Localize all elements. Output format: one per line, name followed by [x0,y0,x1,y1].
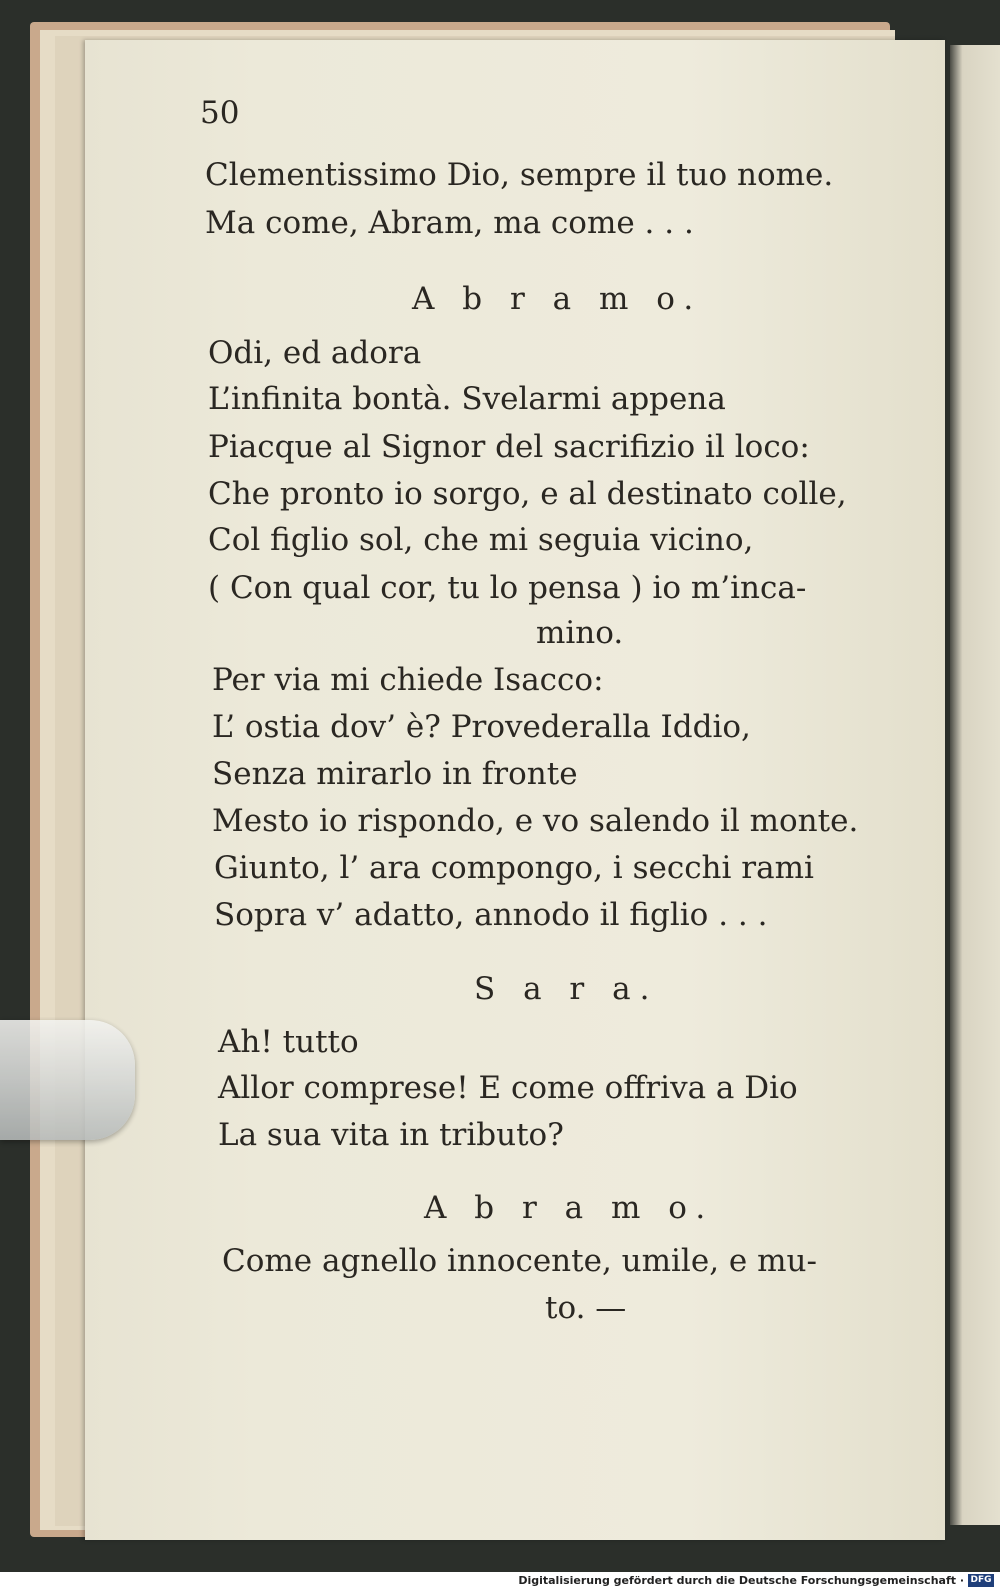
footer-bar [0,1572,1000,1590]
text-line: Col figlio sol, che mi seguia vicino, [208,522,754,558]
funding-credit: Digitalisierung gefördert durch die Deutsche Forschungsgemeinschaft · [518,1574,964,1587]
text-line: L’ ostia dov’ è? Provederalla Iddio, [212,709,751,745]
text-line: Odi, ed adora [208,335,422,371]
text-line: to. — [545,1290,627,1326]
speaker-heading: A b r a m o. [424,1190,715,1226]
text-line: Mesto io rispondo, e vo salendo il monte. [212,803,859,839]
text-line: Ma come, Abram, ma come . . . [205,205,694,241]
text-line: Che pronto io sorgo, e al destinato colle, [208,476,847,512]
dfg-logo: DFG [968,1574,994,1587]
speaker-heading: A b r a m o. [412,281,703,317]
text-line: Sopra v’ adatto, annodo il figlio . . . [214,897,768,933]
facing-page-edge [950,45,1000,1525]
text-line: Allor comprese! E come offriva a Dio [218,1070,798,1106]
page-clip [0,1020,135,1140]
text-line: La sua vita in tributo? [218,1117,564,1153]
page-number: 50 [200,95,240,131]
speaker-heading: S a r a. [474,971,659,1007]
text-line: L’infinita bontà. Svelarmi appena [208,381,726,417]
text-line: Piacque al Signor del sacrifizio il loco: [208,429,810,465]
text-line: ( Con qual cor, tu lo pensa ) io m’inca- [208,570,807,606]
text-line: Come agnello innocente, umile, e mu- [222,1243,817,1279]
text-line: Per via mi chiede Isacco: [212,662,604,698]
text-line: Giunto, l’ ara compongo, i secchi rami [214,850,814,886]
text-line: Clementissimo Dio, sempre il tuo nome. [205,157,834,193]
text-line: mino. [536,615,624,651]
text-line: Ah! tutto [218,1024,359,1060]
text-line: Senza mirarlo in fronte [212,756,578,792]
